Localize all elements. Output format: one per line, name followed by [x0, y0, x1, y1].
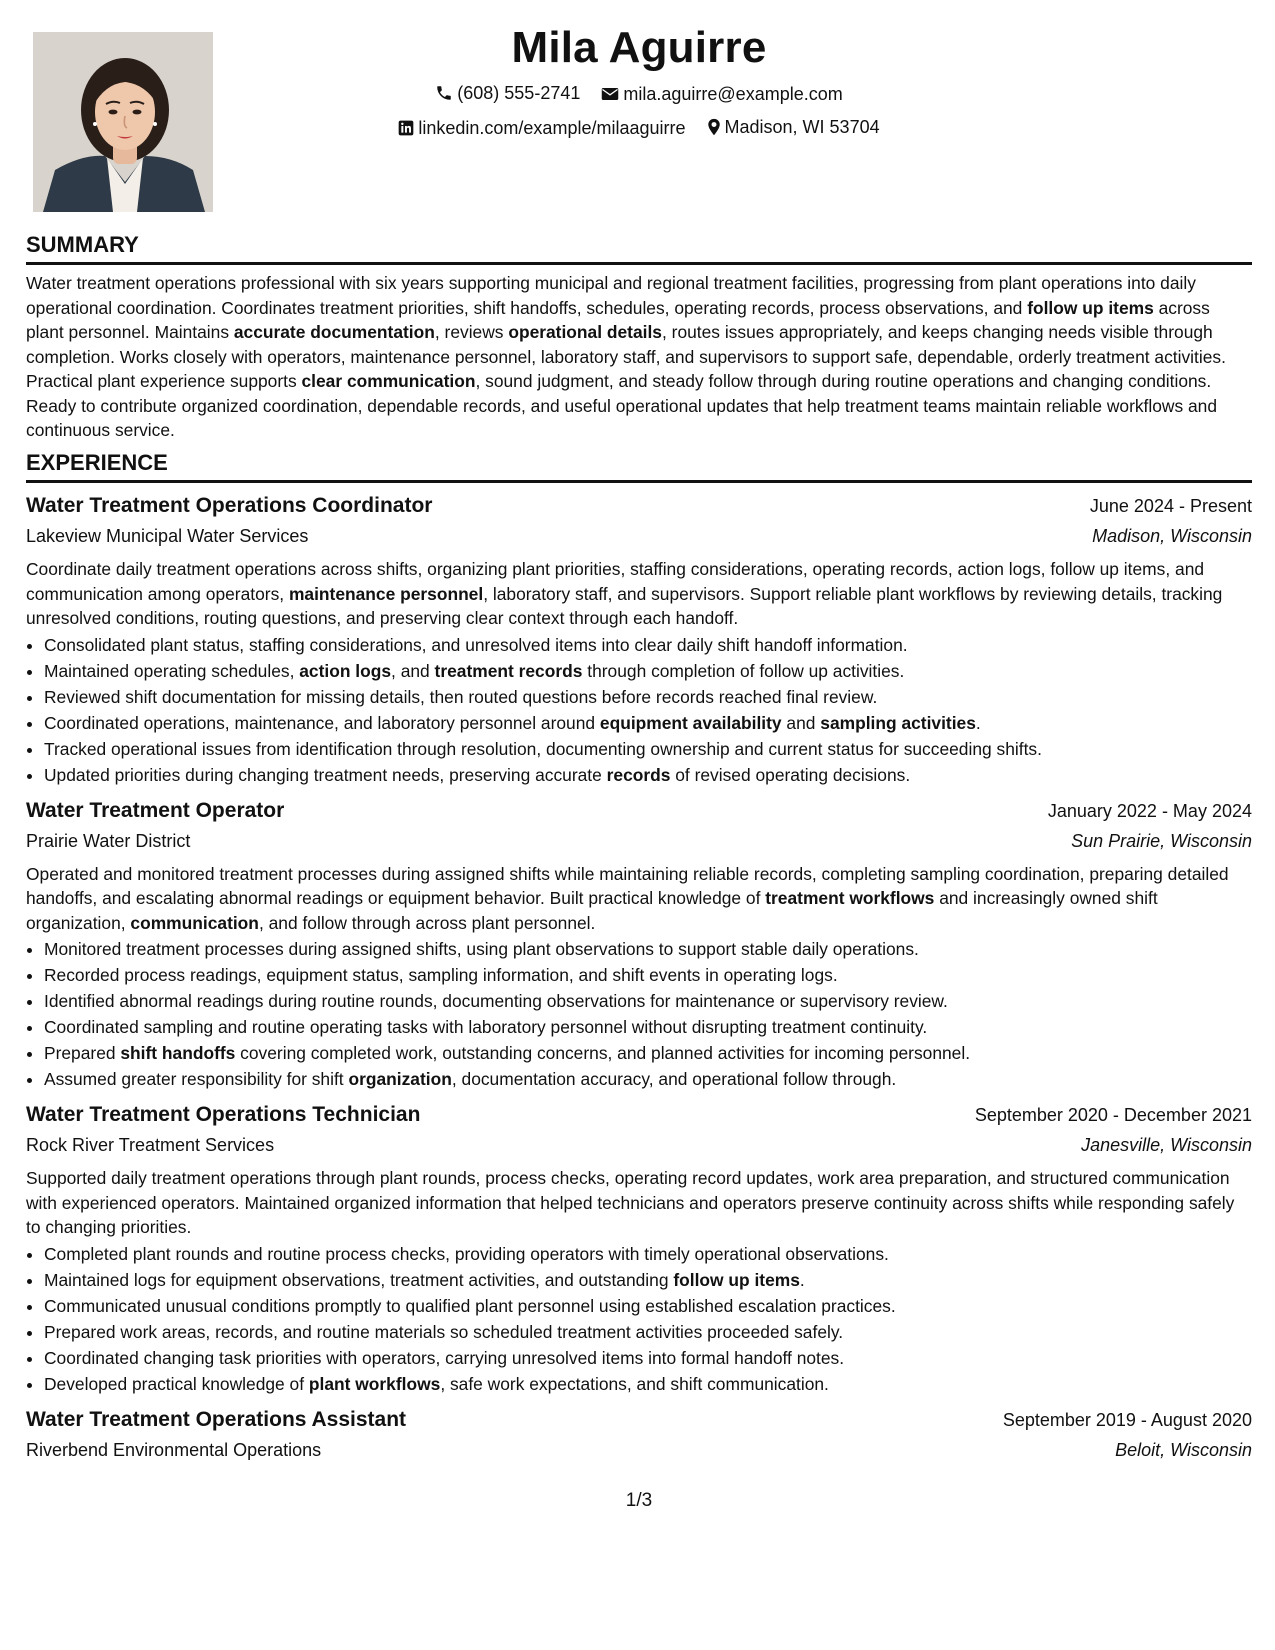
job-bullet	[44, 736, 1252, 762]
job-location: Sun Prairie, Wisconsin	[1071, 830, 1252, 851]
candidate-name: Mila Aguirre	[511, 23, 767, 72]
job-description	[26, 557, 1252, 631]
job-bullet	[44, 962, 1252, 988]
job-description-text: , laboratory staff, and supervisors. Support reliable plant workflows by reviewing details, tracking unresolved conditions, routing questions, and preserving clear context through each handoff.	[26, 583, 1223, 628]
job-description	[26, 862, 1252, 936]
job-title: Water Treatment Operations Technician	[26, 1103, 421, 1126]
job-bullet-emphasis: sampling activities	[820, 712, 976, 733]
job-bullet-text: Monitored treatment processes during assigned shifts, using plant observations to support stable daily operations.	[44, 939, 919, 959]
summary-heading: SUMMARY	[26, 232, 1252, 265]
page-number: 1/3	[625, 1490, 653, 1511]
job-description-text: and increasingly owned shift organization,	[26, 888, 1158, 933]
job-bullet	[44, 1293, 1252, 1319]
job-bullet-text: Maintained operating schedules,	[44, 660, 300, 681]
envelope-icon	[601, 86, 619, 102]
job-bullet-text: of revised operating decisions.	[670, 764, 911, 785]
job-bullet-emphasis: plant workflows	[308, 1373, 441, 1394]
summary-emphasis: clear communication	[301, 371, 476, 391]
job-bullet-text: Assumed greater responsibility for shift	[44, 1069, 349, 1089]
job-bullet	[44, 1014, 1252, 1040]
job-bullet-text: Identified abnormal readings during routine rounds, documenting observations for maintenance or supervisory review.	[44, 991, 948, 1011]
summary-text: , reviews	[434, 322, 509, 342]
job-bullet-emphasis: treatment records	[434, 660, 583, 681]
job-bullet-emphasis: shift handoffs	[120, 1043, 236, 1063]
job-bullet-text: Maintained logs for equipment observations, treatment activities, and outstanding	[44, 1269, 674, 1290]
email-contact[interactable]	[601, 83, 842, 105]
job-entry	[26, 1100, 1252, 1397]
phone-contact[interactable]	[435, 82, 580, 104]
job-title-row	[26, 491, 1252, 521]
summary-text: Water treatment operations professional with six years supporting municipal and regional treatment facilities, progressing from plant operations into daily operational coordination. Coordinates treatment priorities, shift handoffs, schedules, operating records, process observations, and	[26, 273, 1196, 318]
job-bullet-text: , documentation accuracy, and operational follow through.	[451, 1069, 897, 1089]
job-bullet-text: Communicated unusual conditions promptly to qualified plant personnel using established escalation practices.	[44, 1295, 896, 1316]
job-bullet-text: Coordinated sampling and routine operating tasks with laboratory personnel without disrupting treatment continuity.	[44, 1017, 928, 1037]
resume-header	[26, 20, 1252, 141]
job-entry	[26, 1405, 1252, 1465]
job-description-emphasis: communication	[130, 912, 259, 933]
resume-page	[26, 0, 1252, 1650]
contact-line-1	[26, 82, 1252, 107]
email-text: mila.aguirre@example.com	[623, 84, 843, 104]
job-bullet-text: Developed practical knowledge of	[44, 1373, 309, 1394]
job-bullet	[44, 1066, 1252, 1092]
job-bullet-text: covering completed work, outstanding concerns, and planned activities for incoming personnel.	[235, 1043, 971, 1063]
job-description-text: Operated and monitored treatment processes during assigned shifts while maintaining reliable records, completing sampling coordination, preparing detailed handoffs, and escalating abnormal readings or equipment behavior. Built practical knowledge of	[26, 863, 1229, 908]
linkedin-contact[interactable]	[398, 117, 685, 139]
summary-text: across plant personnel. Maintains	[26, 297, 1210, 342]
job-bullet	[44, 658, 1252, 684]
job-location: Janesville, Wisconsin	[1081, 1135, 1252, 1155]
job-bullet-emphasis: equipment availability	[599, 712, 782, 733]
job-title-row	[26, 1405, 1252, 1435]
location-text: Madison, WI 53704	[724, 117, 880, 137]
job-list	[26, 491, 1252, 1465]
job-description-text: Coordinate daily treatment operations across shifts, organizing plant priorities, staffing considerations, operating records, action logs, follow up items, and communication among operators,	[26, 559, 1205, 604]
job-bullet-text: .	[975, 712, 981, 733]
job-company-row	[26, 1435, 1252, 1465]
job-bullet	[44, 684, 1252, 710]
job-bullet-text: , and	[391, 660, 435, 681]
job-company-row	[26, 1130, 1252, 1160]
job-dates: June 2024 - Present	[1089, 496, 1252, 516]
job-bullet-text: , safe work expectations, and shift communication.	[440, 1373, 829, 1394]
job-bullet-emphasis: action logs	[299, 660, 392, 681]
summary-text: , routes issues appropriately, and keeps changing needs visible through completion. Works closely with operators, maintenance personnel, laboratory staff, and supervisors to support safe, dependable, orderly treatment activities. Practical plant experience supports	[26, 322, 1226, 391]
job-company: Riverbend Environmental Operations	[26, 1439, 322, 1460]
job-bullet	[44, 710, 1252, 736]
job-description-text: Supported daily treatment operations through plant rounds, process checks, operating record updates, work area preparation, and structured communication with experienced operators. Maintained organized information that helped technicians and operators preserve continuity across shifts while responding safely to changing priorities.	[26, 1168, 1235, 1237]
job-bullet	[44, 988, 1252, 1014]
linkedin-icon	[398, 120, 414, 136]
job-bullet-text: .	[799, 1269, 805, 1290]
job-entry	[26, 491, 1252, 788]
job-bullet	[44, 1345, 1252, 1371]
job-bullet	[44, 1371, 1252, 1397]
summary-text	[26, 271, 1252, 443]
job-bullet-list	[26, 936, 1252, 1092]
job-dates: January 2022 - May 2024	[1047, 800, 1252, 821]
job-bullet-emphasis: records	[606, 764, 671, 785]
job-location: Madison, Wisconsin	[1092, 526, 1252, 546]
phone-text: (608) 555-2741	[457, 83, 581, 103]
job-bullet-text: through completion of follow up activities.	[582, 660, 905, 681]
job-bullet-text: Prepared work areas, records, and routine materials so scheduled treatment activities proceeded safely.	[44, 1321, 844, 1342]
job-description-emphasis: maintenance personnel	[288, 583, 484, 604]
job-title: Water Treatment Operations Assistant	[26, 1407, 407, 1431]
job-title: Water Treatment Operator	[26, 798, 285, 822]
linkedin-text: linkedin.com/example/milaaguirre	[418, 118, 686, 138]
job-location: Beloit, Wisconsin	[1115, 1439, 1252, 1460]
experience-section	[26, 450, 1252, 1465]
job-bullet-text: Updated priorities during changing treatment needs, preserving accurate	[44, 764, 607, 785]
job-company: Prairie Water District	[26, 830, 191, 851]
job-entry	[26, 796, 1252, 1093]
contact-line-2	[26, 116, 1252, 141]
job-bullet	[44, 1267, 1252, 1293]
phone-icon	[435, 84, 453, 102]
job-dates: September 2019 - August 2020	[1002, 1409, 1252, 1430]
job-dates: September 2020 - December 2021	[974, 1105, 1252, 1125]
job-bullet-text: Tracked operational issues from identification through resolution, documenting ownership and current status for succeeding shifts.	[44, 738, 1042, 759]
job-bullet-text: Reviewed shift documentation for missing details, then routed questions before records reached final review.	[44, 686, 878, 707]
job-bullet	[44, 936, 1252, 962]
job-bullet	[44, 1241, 1252, 1267]
job-description	[26, 1166, 1252, 1240]
job-company-row	[26, 521, 1252, 551]
job-bullet	[44, 632, 1252, 658]
job-bullet-list	[26, 632, 1252, 788]
job-company-row	[26, 826, 1252, 856]
job-description-emphasis: treatment workflows	[765, 888, 935, 908]
job-bullet-emphasis: follow up items	[673, 1269, 800, 1290]
job-description-text: , and follow through across plant personnel.	[258, 912, 596, 933]
job-bullet-text: Recorded process readings, equipment status, sampling information, and shift events in operating logs.	[44, 965, 838, 985]
job-bullet-text: Consolidated plant status, staffing considerations, and unresolved items into clear daily shift handoff information.	[44, 634, 908, 655]
job-company: Rock River Treatment Services	[26, 1135, 275, 1155]
map-pin-icon	[707, 118, 721, 136]
job-bullet-list	[26, 1241, 1252, 1397]
job-bullet	[44, 1040, 1252, 1066]
job-bullet-text: Prepared	[44, 1043, 121, 1063]
summary-section	[26, 232, 1252, 443]
job-title-row	[26, 796, 1252, 826]
job-bullet-text: Coordinated changing task priorities with operators, carrying unresolved items into formal handoff notes.	[44, 1347, 845, 1368]
job-company: Lakeview Municipal Water Services	[26, 526, 309, 546]
summary-text: , sound judgment, and steady follow through during routine operations and changing conditions. Ready to contribute organized coordination, dependable records, and useful operational updates that help treatment teams maintain reliable workflows and continuous service.	[26, 371, 1218, 440]
location-contact	[707, 116, 880, 138]
job-bullet-text: Completed plant rounds and routine process checks, providing operators with timely operational observations.	[44, 1243, 889, 1264]
experience-heading: EXPERIENCE	[26, 450, 1252, 483]
job-bullet-text: and	[781, 712, 821, 733]
summary-emphasis: follow up items	[1027, 297, 1154, 318]
job-bullet	[44, 1319, 1252, 1345]
job-bullet	[44, 762, 1252, 788]
job-title: Water Treatment Operations Coordinator	[26, 494, 433, 517]
job-bullet-emphasis: organization	[348, 1069, 452, 1089]
summary-emphasis: accurate documentation	[233, 322, 435, 342]
summary-emphasis: operational details	[508, 322, 662, 342]
job-bullet-text: Coordinated operations, maintenance, and laboratory personnel around	[44, 712, 600, 733]
job-title-row	[26, 1100, 1252, 1130]
